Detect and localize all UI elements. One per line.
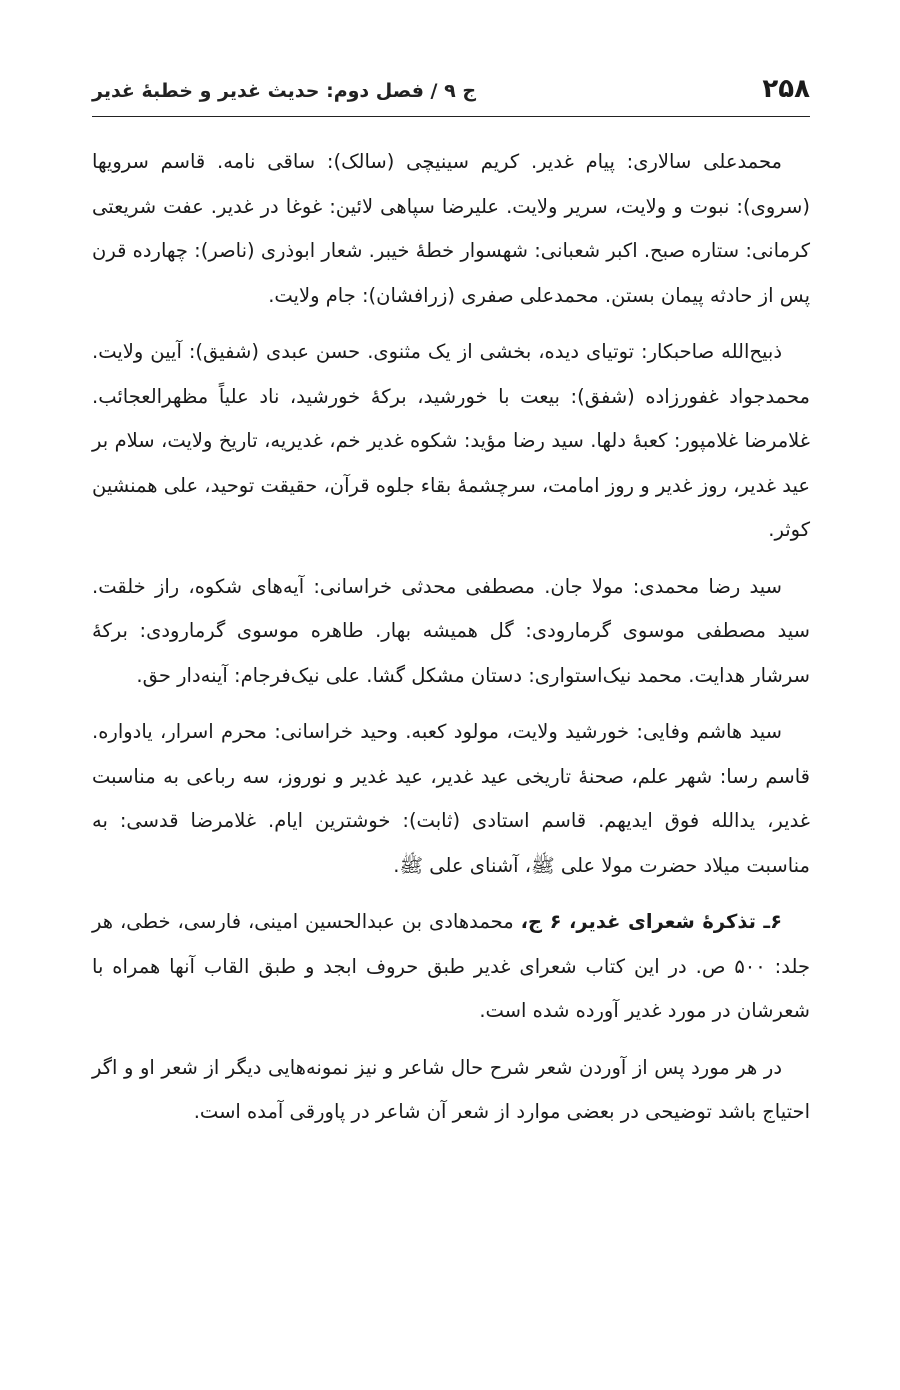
running-head: ج ۹ / فصل دوم: حدیث غدیر و خطبهٔ غدیر	[92, 80, 477, 102]
paragraph-5	[92, 900, 810, 1034]
paragraph-1	[92, 140, 810, 318]
paragraph-4	[92, 710, 810, 888]
page-number: ۲۵۸	[762, 74, 810, 104]
page-body	[92, 140, 810, 1147]
paragraph-text: سید هاشم وفایی: خورشید ولایت، مولود کعبه. وحید خراسانی: محرم اسرار، یادواره. قاسم رسا: شهر علم، صحنهٔ تاریخی عید غدیر، عید غدیر و نوروز، سه رباعی به مناسبت غدیر، یدالله فوق ایدیهم. قاسم استادی (ثابت): خوشترین ایام. غلامرضا قدسی: به مناسبت میلاد حضرت مولا علی ﷺ، آشنای علی ﷺ.	[92, 720, 810, 877]
paragraph-3	[92, 565, 810, 699]
page-header	[92, 70, 810, 114]
paragraph-text: محمدعلی سالاری: پیام غدیر. کریم سینیچی (سالک): ساقی نامه. قاسم سرویها (سروی): نبوت و ولایت، سریر ولایت. علیرضا سپاهی لائین: غوغا در غدیر. عفت شریعتی کرمانی: ستاره صبح. اکبر شعبانی: شهسوار خطهٔ خیبر. شعار ابوذری (ناصر): چهارده قرن پس از حادثه پیمان بستن. محمدعلی صفری (زرافشان): جام ولایت.	[92, 150, 810, 307]
paragraph-2	[92, 330, 810, 553]
paragraph-text: سید رضا محمدی: مولا جان. مصطفی محدثی خراسانی: آیه‌های شکوه، راز خلقت. سید مصطفی موسوی گرمارودی: گل همیشه بهار. طاهره موسوی گرمارودی: برکهٔ سرشار هدایت. محمد نیک‌استواری: دستان مشکل گشا. علی نیک‌فرجام: آینه‌دار حق.	[92, 574, 810, 687]
paragraph-text: ذبیح‌الله صاحبکار: توتیای دیده، بخشی از یک مثنوی. حسن عبدی (شفیق): آیین ولایت. محمدجواد غفورزاده (شفق): بیعت با خورشید، برکهٔ خورشید، ناد علیاً مظهرالعجائب. غلامرضا غلامپور: کعبهٔ دلها. سید رضا مؤید: شکوه غدیر خم، غدیریه، تاریخ ولایت، سلام بر عید غدیر، روز غدیر و روز امامت، سرچشمهٔ بقاء جلوه قرآن، حقیقت توحید، علی همنشین کوثر.	[92, 340, 810, 541]
paragraph-6	[92, 1046, 810, 1135]
header-divider	[92, 116, 810, 117]
book-entry-title: ۶ـ تذکرهٔ شعرای غدیر، ۶ ج،	[520, 910, 782, 933]
paragraph-text: در هر مورد پس از آوردن شعر شرح حال شاعر و نیز نمونه‌هایی دیگر از شعر او و اگر احتیاج باشد توضیحی در بعضی موارد از شعر آن شاعر در پاورقی آمده است.	[92, 1055, 810, 1123]
paragraph-text: محمدهادی بن عبدالحسین امینی، فارسی، خطی، هر جلد: ۵۰۰ ص. در این کتاب شعرای غدیر طبق حروف ابجد و طبق القاب آنها همراه با شعرشان در مورد غدیر آورده شده است.	[92, 910, 810, 1022]
